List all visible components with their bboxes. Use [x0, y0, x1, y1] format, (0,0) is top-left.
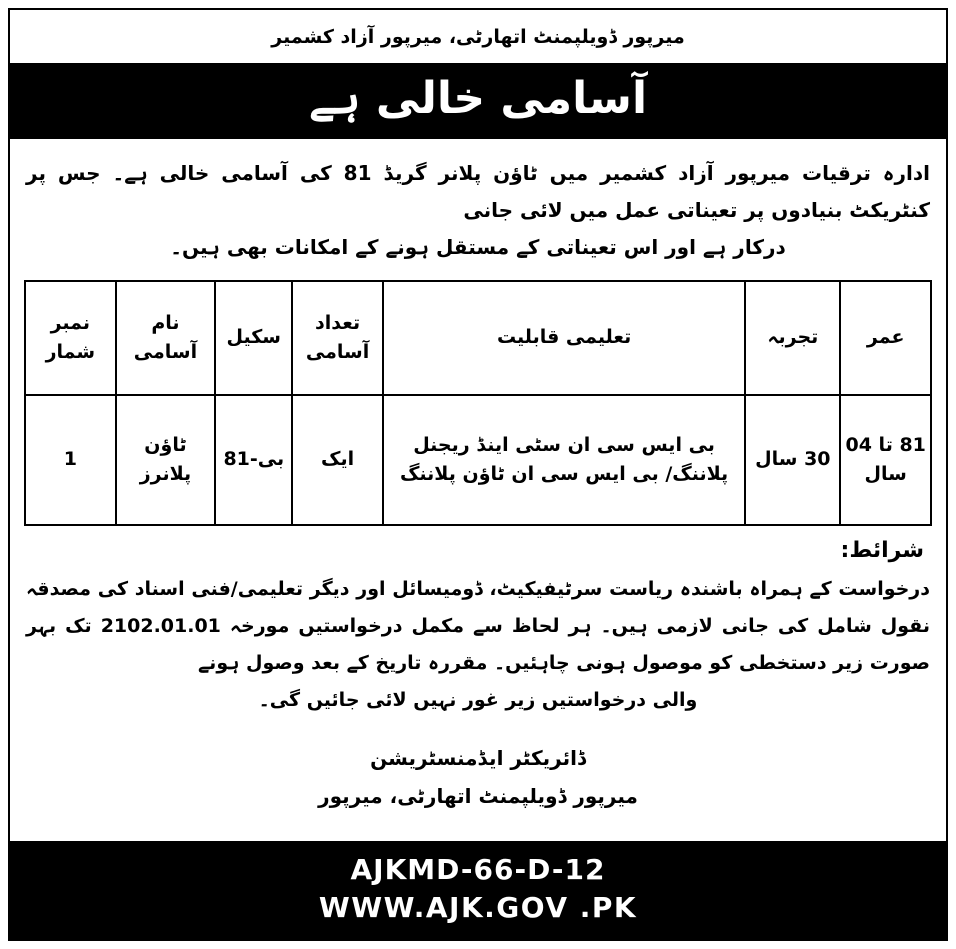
website-url[interactable]: WWW.AJK.GOV .PK: [318, 891, 638, 925]
conditions-line-1: درخواست کے ہمراہ باشندہ ریاست سرٹیفیکیٹ، ڈومیسائل اور دیگر تعلیمی/فنی اسناد کی مصدقہ نقول شامل کی جانی لازمی ہیں۔ ہر لحاظ: [26, 577, 930, 638]
conditions-body: [10, 567, 946, 723]
cell-experience: 03 سال: [745, 395, 840, 525]
reference-number: AJKMD-66-D-12: [350, 853, 606, 887]
signature-designation: ڈائریکٹر ایڈمنسٹریشن: [370, 746, 586, 771]
intro-line-1: ادارہ ترقیات میرپور آزاد کشمیر میں ٹاؤن پلانر گریڈ 18 کی آسامی خالی ہے۔ جس پر کنٹریکٹ بنیادوں پر تعیناتی عمل میں لائی جانی: [26, 160, 930, 222]
cell-post-name: ٹاؤن پلانرز: [116, 395, 216, 525]
column-header-post-name: نام آسامی: [116, 281, 216, 395]
table-row: [25, 395, 931, 525]
cell-count: ایک: [292, 395, 383, 525]
cell-qualification: بی ایس سی ان سٹی اینڈ ریجنل پلاننگ/ بی ایس سی ان ٹاؤن پلاننگ: [383, 395, 745, 525]
signature-block: [10, 723, 946, 825]
footer-bar: [10, 841, 946, 939]
intro-paragraph: [10, 139, 946, 276]
column-header-count: تعداد آسامی: [292, 281, 383, 395]
authority-header: میرپور ڈویلپمنٹ اتھارٹی، میرپور آزاد کشمیر: [271, 26, 685, 48]
bottom-spacer: [10, 825, 946, 841]
conditions-line-2: سے مکمل درخواستیں مورخہ 10.10.2012 تک بہر صورت زیر دستخطی کو موصول ہونی چاہئیں۔ مقررہ تاریخ کے بعد وصول ہونے: [26, 615, 930, 675]
column-header-experience: تجربہ: [745, 281, 840, 395]
vacancy-table-wrap: [10, 276, 946, 526]
conditions-line-3: والی درخواستیں زیر غور نہیں لائی جائیں گی۔: [258, 689, 698, 712]
table-header-row: [25, 281, 931, 395]
intro-line-2: درکار ہے اور اس تعیناتی کے مستقل ہونے کے امکانات بھی ہیں۔: [170, 234, 786, 259]
conditions-title: شرائط:: [840, 537, 924, 563]
column-header-scale: سکیل: [215, 281, 292, 395]
banner-title: آسامی خالی ہے: [10, 63, 946, 139]
column-header-age: عمر: [840, 281, 931, 395]
cell-serial: 1: [25, 395, 116, 525]
column-header-serial: نمبر شمار: [25, 281, 116, 395]
cell-age: 18 تا 40 سال: [840, 395, 931, 525]
signature-office: میرپور ڈویلپمنٹ اتھارٹی، میرپور: [318, 784, 638, 809]
cell-scale: بی-18: [215, 395, 292, 525]
vacancy-table: [24, 280, 932, 526]
advertisement-frame: [8, 8, 948, 941]
column-header-qualification: تعلیمی قابلیت: [383, 281, 745, 395]
